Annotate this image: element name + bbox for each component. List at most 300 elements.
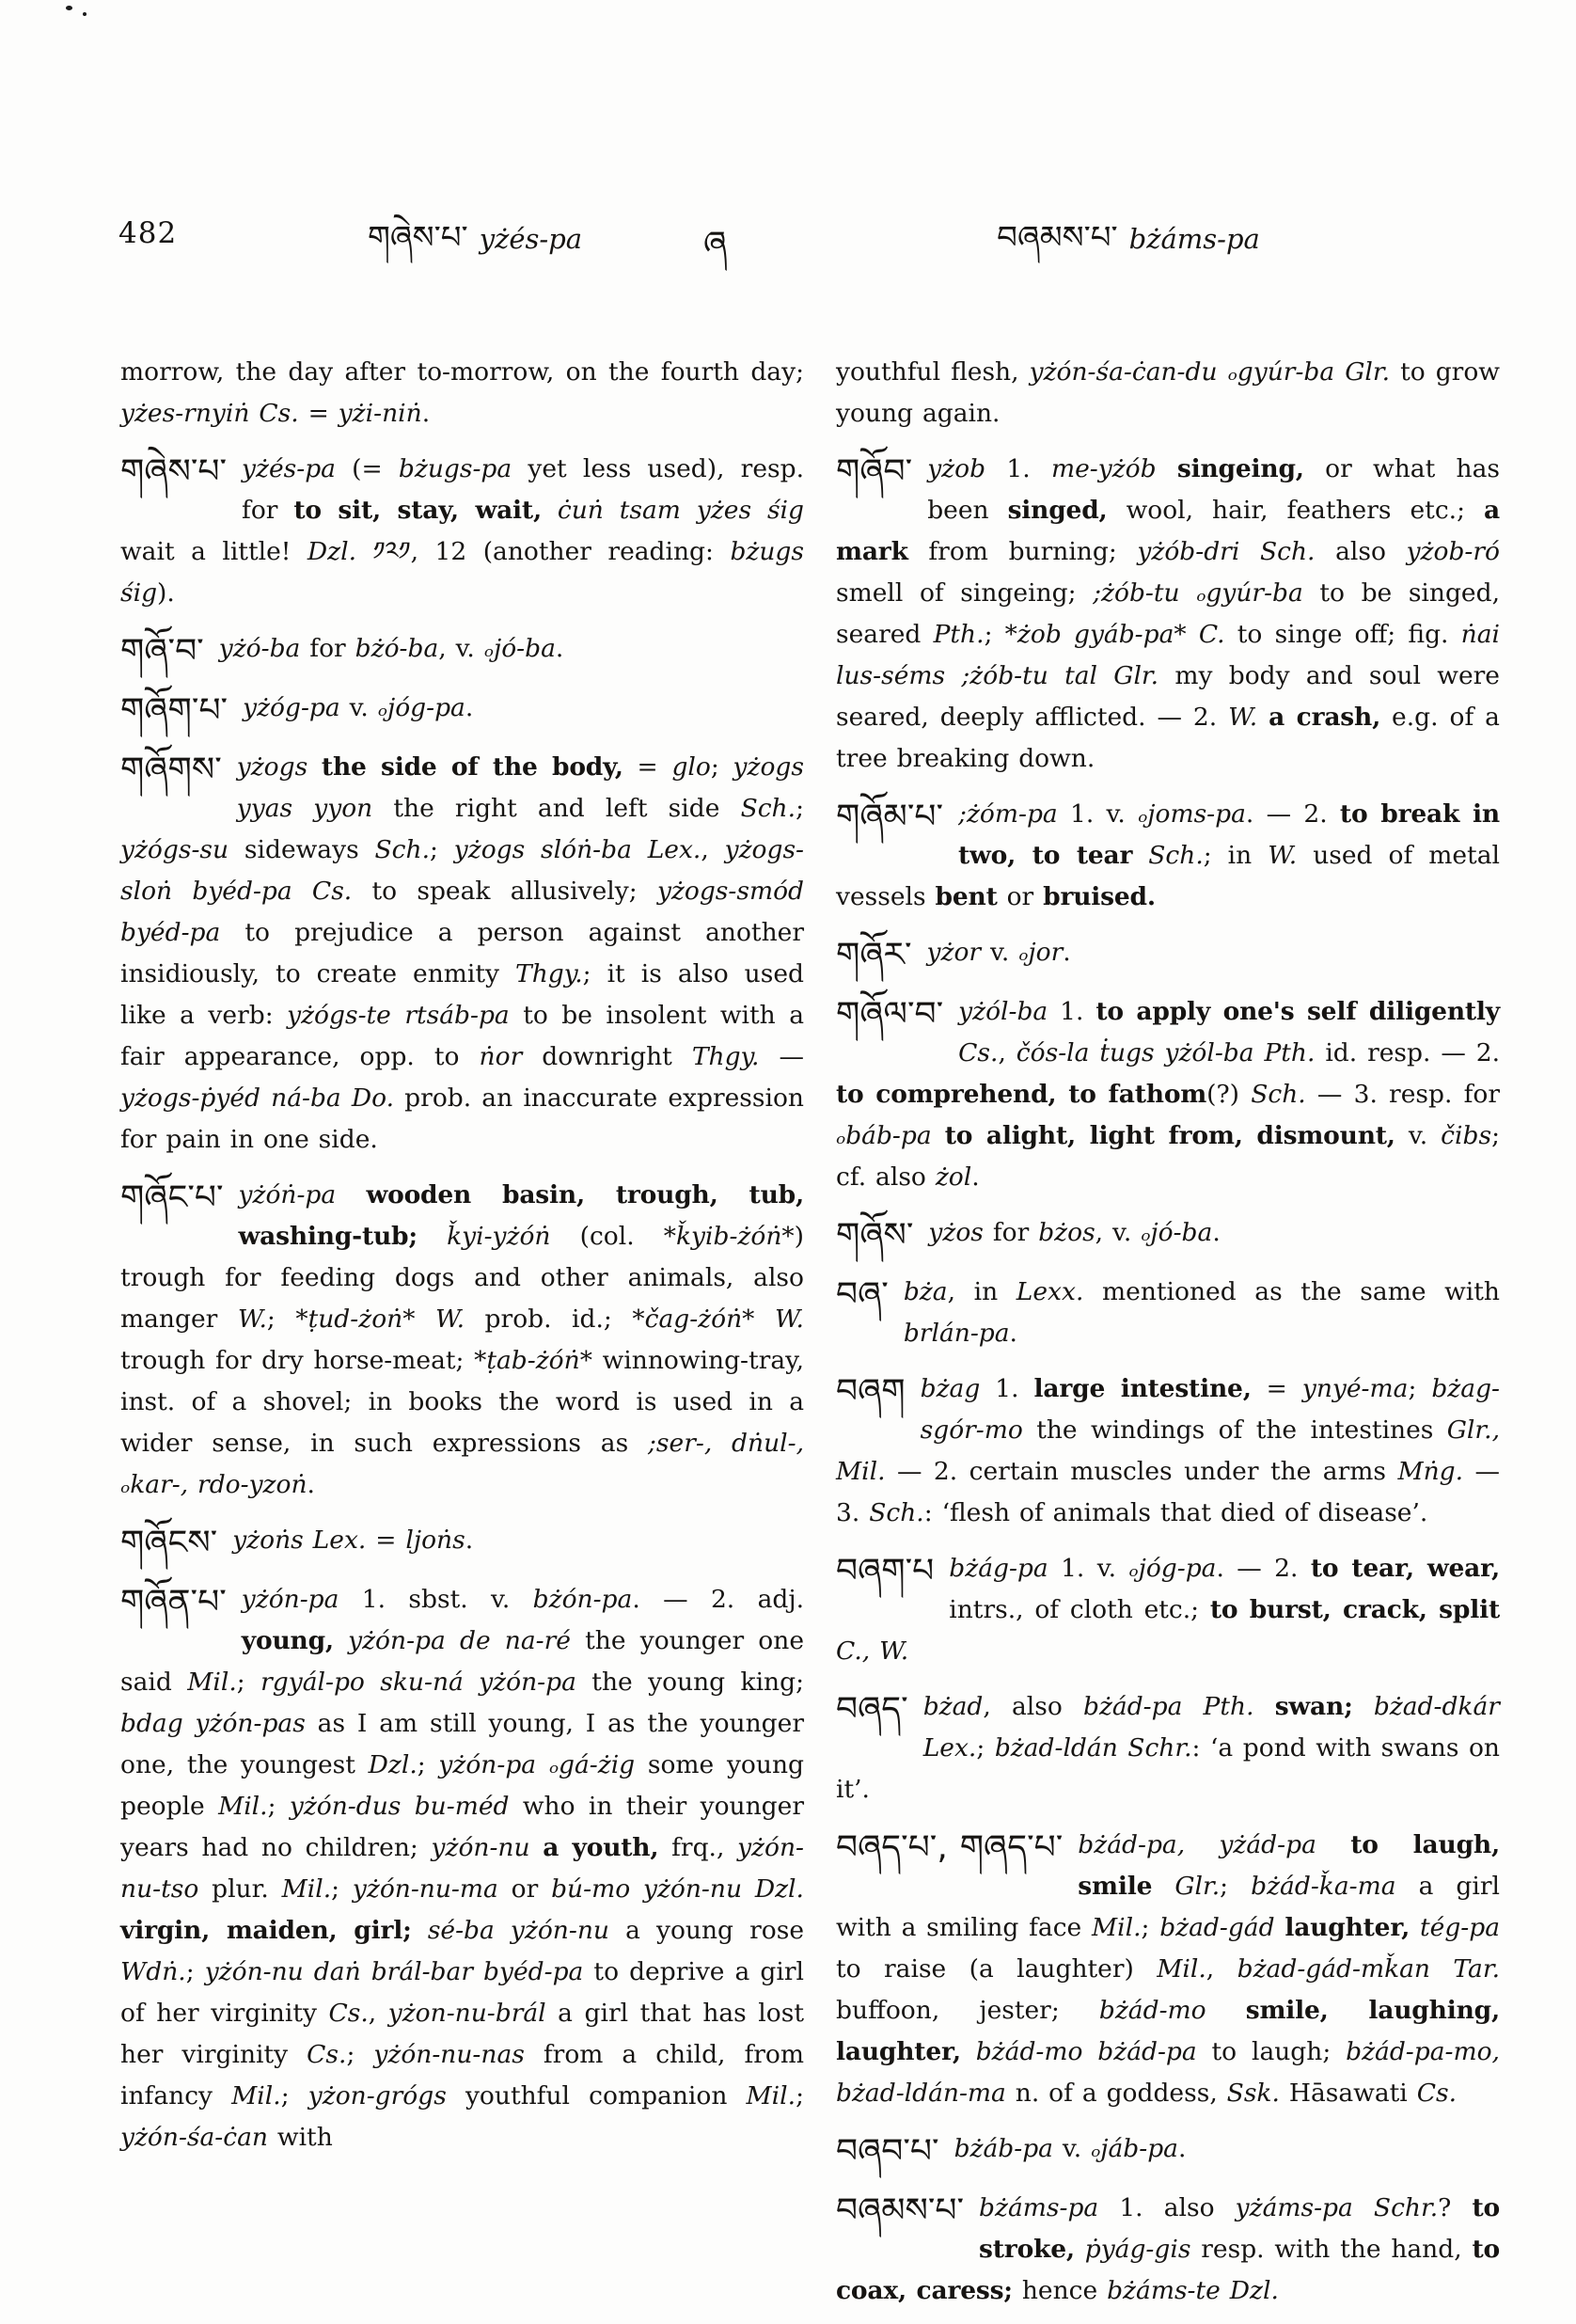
text-run: prob. an inaccurate expression for pain in one side. <box>120 1083 804 1154</box>
tibetan-headword: བཞད་ <box>836 1690 908 1729</box>
text-run: to be insolent with a fair appearance, opp. to <box>120 1001 804 1071</box>
dictionary-entry <box>120 1175 804 1506</box>
text-run: plur. <box>198 1874 282 1904</box>
text-run: to grow young again. <box>836 357 1500 428</box>
text-run: yżes-rnyiṅ Cs. <box>120 399 299 428</box>
dictionary-entry <box>120 1579 804 2158</box>
text-run: or <box>997 882 1044 911</box>
text-run: or what has been <box>927 454 1500 525</box>
text-run: , <box>998 1038 1017 1067</box>
tibetan-headword: བཞ་ <box>836 1275 889 1314</box>
text-run: . <box>465 693 474 722</box>
tibetan-headword: གཞོག་པ་ <box>120 691 229 730</box>
text-run: bżád-pa-mo, bżad-ldán-ma <box>836 2037 1500 2108</box>
text-run: trough for dry horse-meat; * <box>120 1346 487 1375</box>
text-run: ; <box>796 2081 804 2111</box>
text-run: sideways <box>229 835 375 864</box>
text-run: brlán-pa <box>903 1319 1010 1348</box>
text-run: . — 2. <box>1245 799 1340 829</box>
text-run: bżág-pa <box>949 1554 1048 1583</box>
text-run: yżón-pa de na-ré <box>348 1626 571 1655</box>
text-run: bżos <box>1038 1218 1095 1247</box>
text-run: downright <box>522 1042 692 1071</box>
text-run: Mil. <box>281 1874 332 1904</box>
text-run: yżógs-te rtsáb-pa <box>287 1001 510 1030</box>
text-run: yżon-nu-brál <box>387 1999 546 2028</box>
text-run: * winnowing-tray, inst. of a shovel; in books the word is used in a wider sense, in such expressions as <box>120 1346 804 1458</box>
text-run: yżor <box>926 938 982 967</box>
text-columns <box>120 352 1500 2312</box>
text-run: *) trough for feeding dogs and other animals, also manger <box>120 1222 804 1334</box>
text-run: Thgy. <box>515 959 583 988</box>
dictionary-entry <box>120 449 804 614</box>
text-run <box>530 1833 544 1862</box>
tibetan-headword: གཞོན་པ་ <box>120 1583 227 1621</box>
text-run: ǩyi-yżóṅ <box>447 1222 551 1251</box>
text-run: bżáb-pa <box>953 2134 1053 2163</box>
text-run: yżón-nu-nas <box>373 2040 525 2069</box>
text-run: Cs. <box>307 2040 347 2069</box>
text-run: bżad-gád <box>1159 1913 1275 1942</box>
text-run: my body and soul were seared, deeply afflicted. — 2. <box>836 661 1500 732</box>
text-run: frq., <box>658 1833 738 1862</box>
dictionary-entry <box>836 1686 1500 1810</box>
text-run: ṅor <box>479 1042 523 1071</box>
dictionary-entry <box>836 1368 1500 1534</box>
text-run: yżob <box>927 454 986 483</box>
text-run: : ‘flesh of animals that died of disease’. <box>923 1498 1428 1527</box>
text-run: bżáms-pa <box>979 2193 1099 2222</box>
text-run: yżón-nu <box>431 1833 530 1862</box>
text-run: Ssk. <box>1226 2079 1280 2108</box>
text-run: Pth. <box>933 620 985 649</box>
text-run: singeing, <box>1176 454 1304 483</box>
text-run: wool, hair, feathers etc.; <box>1107 496 1485 525</box>
text-run <box>1254 1692 1275 1721</box>
text-run: ? <box>1438 2193 1473 2222</box>
text-run: or <box>497 1874 552 1904</box>
text-run: ; <box>1220 1872 1252 1901</box>
running-head-left-tibetan: གཞེས་པ་ <box>367 219 468 257</box>
text-run: ;ser-, dṅul-, ₒkar-, rdo-yzoṅ <box>120 1429 804 1499</box>
text-run: bża <box>903 1277 948 1306</box>
text-run: ; <box>346 2040 374 2069</box>
text-run: to break in two, to tear <box>958 799 1500 870</box>
running-head-right <box>922 201 1335 292</box>
text-run <box>1410 1913 1420 1942</box>
text-run: yżogs-sloṅ byéd-pa Cs. <box>120 835 804 906</box>
text-run: Dzl. <box>368 1750 418 1779</box>
text-run: virgin, maiden, girl; <box>120 1916 412 1945</box>
text-run: yżób-dri Sch. <box>1137 537 1316 566</box>
right-column <box>836 352 1500 2312</box>
text-run: W. <box>435 1304 465 1334</box>
text-run: ; <box>796 794 804 823</box>
text-run: ; <box>185 1957 205 1986</box>
text-run: yet less used), resp. for <box>242 454 805 525</box>
text-run: čag-żóṅ <box>644 1304 743 1334</box>
text-run: from a child, from infancy <box>120 2040 805 2111</box>
text-run: ; <box>280 2081 308 2111</box>
text-run: bżugs śig <box>120 537 804 608</box>
text-run: . — 2. <box>1216 1554 1311 1583</box>
text-run: — 3. <box>836 1457 1500 1527</box>
text-run: 1. <box>1048 997 1096 1026</box>
text-run: ; <box>430 835 454 864</box>
text-run: , <box>1206 1954 1237 1984</box>
text-run: wait a little! <box>120 537 307 566</box>
text-run: ). <box>157 578 175 608</box>
text-run: the younger one said <box>120 1626 804 1697</box>
text-run: v. <box>339 693 378 722</box>
text-run: Sch. <box>374 835 431 864</box>
text-run: 1. sbst. v. <box>339 1585 533 1614</box>
text-run: n. of a goddess, <box>1005 2079 1227 2108</box>
text-run <box>418 1222 447 1251</box>
text-run: to coax, caress; <box>836 2235 1500 2305</box>
text-run: yżob-ró <box>1406 537 1500 566</box>
text-run: the right and left side <box>372 794 741 823</box>
left-column <box>120 352 804 2312</box>
text-run: ; <box>976 1733 995 1763</box>
text-run: Cs. <box>958 1038 999 1067</box>
text-run: yżón-nu-tso <box>120 1833 804 1904</box>
text-run: yżól-ba <box>958 997 1048 1026</box>
running-head-right-translit: bżáms-pa <box>1128 223 1260 255</box>
dictionary-entry <box>836 1548 1500 1672</box>
text-run: large intestine, <box>1033 1374 1252 1403</box>
text-run: ; <box>236 1668 261 1697</box>
text-run: bżag <box>920 1374 981 1403</box>
text-run <box>542 496 558 525</box>
text-run: ; it is also used like a verb: <box>120 959 804 1030</box>
text-run: = <box>366 1526 406 1555</box>
tibetan-headword: གཞོངས་ <box>120 1524 218 1562</box>
tibetan-headword: གཞོམ་པ་ <box>836 798 944 836</box>
continuation-paragraph <box>836 352 1500 435</box>
text-run: yżón-śa-ċan <box>120 2123 268 2152</box>
text-run: e.g. of a tree breaking down. <box>836 703 1500 773</box>
text-run: yżón-pa <box>241 1585 339 1614</box>
text-run: rgyál-po sku-ná yżón-pa <box>260 1668 576 1697</box>
text-run: a crash, <box>1269 703 1381 732</box>
text-run: Mil. <box>1157 1954 1206 1984</box>
text-run: bżád-mo <box>1098 1996 1206 2025</box>
text-run: yżon-grógs <box>307 2081 447 2111</box>
text-run: yżogs-smód byéd-pa <box>120 877 804 947</box>
text-run: Hāsawati <box>1279 2079 1417 2108</box>
dictionary-entry <box>836 449 1500 780</box>
text-run: yżos <box>928 1218 984 1247</box>
text-run: Cs. <box>1416 2079 1457 2108</box>
text-run: yżón-nu-ma <box>352 1874 498 1904</box>
text-run: yżi-niṅ <box>338 399 422 428</box>
text-run: smile, laughing, laughter, <box>836 1996 1500 2066</box>
text-run: , <box>701 835 725 864</box>
text-run: yżón-dus bu-méd <box>289 1792 510 1821</box>
text-run: bżád-ǩa-ma <box>1251 1872 1396 1901</box>
text-run: for <box>300 634 355 663</box>
text-run: ༡༢༡ <box>372 537 411 566</box>
text-run: ; <box>331 1874 353 1904</box>
text-run: . <box>421 399 431 428</box>
text-run: . <box>971 1162 980 1192</box>
text-run: — 2. certain muscles under the arms <box>885 1457 1398 1486</box>
text-run: prob. id.; * <box>465 1304 645 1334</box>
text-run: yżogs <box>236 752 308 782</box>
text-run <box>307 752 322 782</box>
text-run <box>932 1121 945 1150</box>
text-run: . <box>555 634 564 663</box>
text-run: Sch. <box>1148 841 1204 870</box>
text-run: ṅai lus-séms ;żób-tu tal Glr. <box>836 620 1500 690</box>
text-run: żob gyáb-pa <box>1017 620 1174 649</box>
text-run: (= <box>335 454 399 483</box>
text-run: = <box>1251 1374 1302 1403</box>
text-run: čós-la ṫugs yżól-ba Pth. <box>1016 1038 1316 1067</box>
text-run: yżógs-su <box>120 835 229 864</box>
text-run: yżón-nu daṅ brál-bar byéd-pa <box>204 1957 584 1986</box>
text-run: * <box>1174 620 1199 649</box>
text-run: W. <box>1228 703 1258 732</box>
text-run: from burning; <box>907 537 1138 566</box>
text-run: . <box>1063 938 1071 967</box>
running-head-left-translit: yżés-pa <box>479 223 583 255</box>
page-number: 482 <box>118 216 178 250</box>
text-run: Glr., Mil. <box>836 1415 1500 1486</box>
text-run: * <box>742 1304 775 1334</box>
text-run: buffoon, jester; <box>836 1996 1099 2025</box>
text-run: v. <box>981 938 1019 967</box>
text-run: (col. * <box>550 1222 676 1251</box>
dictionary-entry <box>836 991 1500 1198</box>
text-run: Lexx. <box>1016 1277 1084 1306</box>
text-run: ṭud-żoṅ <box>307 1304 403 1334</box>
text-run: yżogs yyas yyon <box>236 752 804 823</box>
text-run: ₒjáb-pa <box>1091 2134 1178 2163</box>
text-run <box>1157 454 1177 483</box>
text-run: (?) <box>1206 1080 1252 1109</box>
text-run: . <box>1177 2134 1187 2163</box>
text-run: Glr. <box>1174 1872 1221 1901</box>
text-run: — 3. resp. for <box>1305 1080 1501 1109</box>
tibetan-headword: གཞོབ་ <box>836 452 913 491</box>
running-head-right-tibetan: བཞམས་པ་ <box>997 219 1118 257</box>
text-run: v. <box>1052 2134 1092 2163</box>
text-run: Sch. <box>869 1498 924 1527</box>
text-run: a youth, <box>543 1833 659 1862</box>
text-run: ₒjoms-pa <box>1138 799 1246 829</box>
text-run: : ‘a pond with swans on it’. <box>836 1733 1500 1804</box>
text-run: ; <box>1141 1913 1160 1942</box>
text-run: . <box>307 1470 315 1499</box>
text-run: ; cf. also <box>836 1121 1500 1192</box>
text-run: bżád-pa Pth. <box>1082 1692 1254 1721</box>
text-run: bent <box>935 882 998 911</box>
text-run: young, <box>241 1626 334 1655</box>
text-run: bżáms-te Dzl. <box>1107 2276 1279 2305</box>
text-run: a girl that has lost her virginity <box>120 1999 804 2069</box>
text-run: ǩyib-żóṅ <box>676 1222 782 1251</box>
text-run: to be singed, seared <box>836 578 1500 649</box>
text-run <box>1206 1996 1246 2025</box>
text-run <box>356 537 372 566</box>
text-run: Mil. <box>218 1792 268 1821</box>
text-run: bdag yżón-pas <box>120 1709 306 1738</box>
text-run: who in their younger years had no children; <box>120 1792 804 1862</box>
text-run: yżó-ba <box>218 634 301 663</box>
text-run: bżád-pa, yżád-pa <box>1078 1830 1316 1859</box>
text-run: Sch. <box>740 794 796 823</box>
text-run: ₒjor <box>1018 938 1064 967</box>
text-run: ₒjóg-pa <box>377 693 465 722</box>
text-run: yżóg-pa <box>243 693 340 722</box>
text-run: to burst, crack, split <box>1209 1595 1500 1624</box>
dictionary-entry <box>836 932 1500 977</box>
text-run: to singe off; fig. <box>1224 620 1461 649</box>
text-run: C., W. <box>836 1636 909 1666</box>
text-run <box>1132 841 1148 870</box>
text-run: yżón-pa ₒgá-żig <box>438 1750 636 1779</box>
text-run: bżád-mo bżád-pa <box>975 2037 1197 2066</box>
text-run: * <box>402 1304 435 1334</box>
text-run: , also <box>983 1692 1083 1721</box>
tibetan-headword: བཞབ་པ་ <box>836 2132 939 2171</box>
text-run <box>1152 1872 1174 1901</box>
text-run: 1. <box>985 454 1051 483</box>
text-run: ; in <box>1203 841 1269 870</box>
text-run: W. <box>1268 841 1298 870</box>
text-run: Wdṅ. <box>120 1957 186 1986</box>
text-run <box>1316 1830 1350 1859</box>
dictionary-entry <box>836 1272 1500 1354</box>
text-run: C. <box>1198 620 1225 649</box>
text-run: intrs., of cloth etc.; <box>949 1595 1210 1624</box>
text-run: . — 2. adj. <box>632 1585 804 1614</box>
text-run: 1. <box>980 1374 1034 1403</box>
text-run: 1. v. <box>1057 799 1139 829</box>
text-run: ; <box>417 1750 439 1779</box>
text-run: 1. also <box>1098 2193 1236 2222</box>
text-run <box>1257 703 1269 732</box>
text-run: ₒjóg-pa <box>1128 1554 1217 1583</box>
text-run: Mil. <box>231 2081 281 2111</box>
dictionary-entry <box>836 794 1500 918</box>
text-run: yżón-śa-ċan-du ₒgyúr-ba Glr. <box>1029 357 1391 387</box>
text-run: me-yżób <box>1050 454 1157 483</box>
text-run: to tear, wear, <box>1310 1554 1500 1583</box>
text-run: for <box>983 1218 1039 1247</box>
text-run <box>334 1626 348 1655</box>
text-run: yżés-pa <box>242 454 336 483</box>
text-run: ;żóm-pa <box>958 799 1058 829</box>
tibetan-headword: བཞད་པ་, གཞད་པ་ <box>836 1828 1064 1867</box>
dictionary-entry <box>836 1212 1500 1257</box>
text-run: — <box>759 1042 804 1071</box>
text-run: a young rose <box>608 1916 805 1945</box>
text-run: to sit, stay, wait, <box>293 496 542 525</box>
text-run <box>412 1916 428 1945</box>
dictionary-entry <box>836 1825 1500 2114</box>
text-run: bżó-ba <box>355 634 439 663</box>
tibetan-headword: བཞག <box>836 1372 906 1411</box>
dictionary-entry <box>120 1520 804 1565</box>
text-run: W. <box>774 1304 804 1334</box>
text-run: resp. with the hand, <box>1190 2235 1473 2264</box>
continuation-paragraph <box>120 352 804 435</box>
text-run: the side of the body, <box>321 752 623 782</box>
text-run: tég-pa <box>1419 1913 1500 1942</box>
text-run: ; * <box>266 1304 308 1334</box>
dictionary-entry <box>120 628 804 673</box>
text-run: bżugs-pa <box>398 454 512 483</box>
text-run: bżad-ldán Schr. <box>994 1733 1192 1763</box>
text-run: čibs <box>1441 1121 1492 1150</box>
text-run: to laugh, smile <box>1078 1830 1500 1901</box>
text-run: ; * <box>984 620 1017 649</box>
tibetan-headword: གཞོ་བ་ <box>120 632 204 671</box>
text-run: ;żób-tu ₒgyúr-ba <box>1093 578 1303 608</box>
tibetan-headword: གཞོར་ <box>836 936 912 974</box>
tibetan-headword: གཞོགས་ <box>120 751 222 789</box>
text-run: id. resp. — 2. <box>1315 1038 1500 1067</box>
scan-artifact <box>83 12 87 16</box>
text-run: a mark <box>836 496 1500 566</box>
text-run: to laugh; <box>1196 2037 1347 2066</box>
tibetan-headword: བཞག་པ <box>836 1552 935 1590</box>
dictionary-entry <box>120 747 804 1161</box>
text-run: laughter, <box>1284 1913 1411 1942</box>
text-run: as I am still young, I as the younger one, the youngest <box>120 1709 804 1779</box>
text-run: to prejudice a person against another insidiously, to create enmity <box>120 918 804 988</box>
text-run: ṗyág-gis <box>1084 2235 1191 2264</box>
text-run: yżoṅs Lex. <box>232 1526 367 1555</box>
text-run: v. <box>1395 1121 1442 1150</box>
text-run: to deprive a girl of her virginity <box>120 1957 804 2028</box>
text-run: glo <box>671 752 711 782</box>
text-run: Mil. <box>1092 1913 1142 1942</box>
text-run: ₒjó-ba <box>483 634 556 663</box>
text-run: also <box>1315 537 1407 566</box>
text-run: = <box>298 399 339 428</box>
text-run: wooden basin, trough, tub, washing-tub; <box>238 1180 804 1251</box>
tibetan-headword: གཞེས་པ་ <box>120 452 228 491</box>
text-run: żol <box>935 1162 972 1192</box>
text-run: mentioned as the same with <box>1083 1277 1500 1306</box>
text-run: bżón-pa <box>532 1585 633 1614</box>
text-run: W. <box>237 1304 267 1334</box>
text-run <box>961 2037 976 2066</box>
text-run: hence <box>1012 2276 1108 2305</box>
text-run: yżáms-pa Schr. <box>1235 2193 1439 2222</box>
text-run: to speak allusively; <box>352 877 657 906</box>
text-run <box>336 1180 366 1209</box>
text-run: bżad-gád-mǩan Tar. <box>1237 1954 1500 1984</box>
text-run: ljoṅs <box>405 1526 465 1555</box>
dictionary-entry <box>120 688 804 733</box>
text-run: , v. <box>438 634 484 663</box>
text-run: ; <box>267 1792 290 1821</box>
scan-artifact <box>66 6 72 10</box>
text-run: 1. v. <box>1048 1554 1129 1583</box>
text-run: used of metal vessels <box>836 841 1500 911</box>
text-run: bżag-sgór-mo <box>920 1374 1500 1445</box>
text-run: ₒjó-ba <box>1141 1218 1213 1247</box>
text-run: ynyé-ma <box>1301 1374 1409 1403</box>
text-run: . <box>1009 1319 1017 1348</box>
text-run: ; <box>1408 1374 1432 1403</box>
running-head-left <box>273 201 677 292</box>
